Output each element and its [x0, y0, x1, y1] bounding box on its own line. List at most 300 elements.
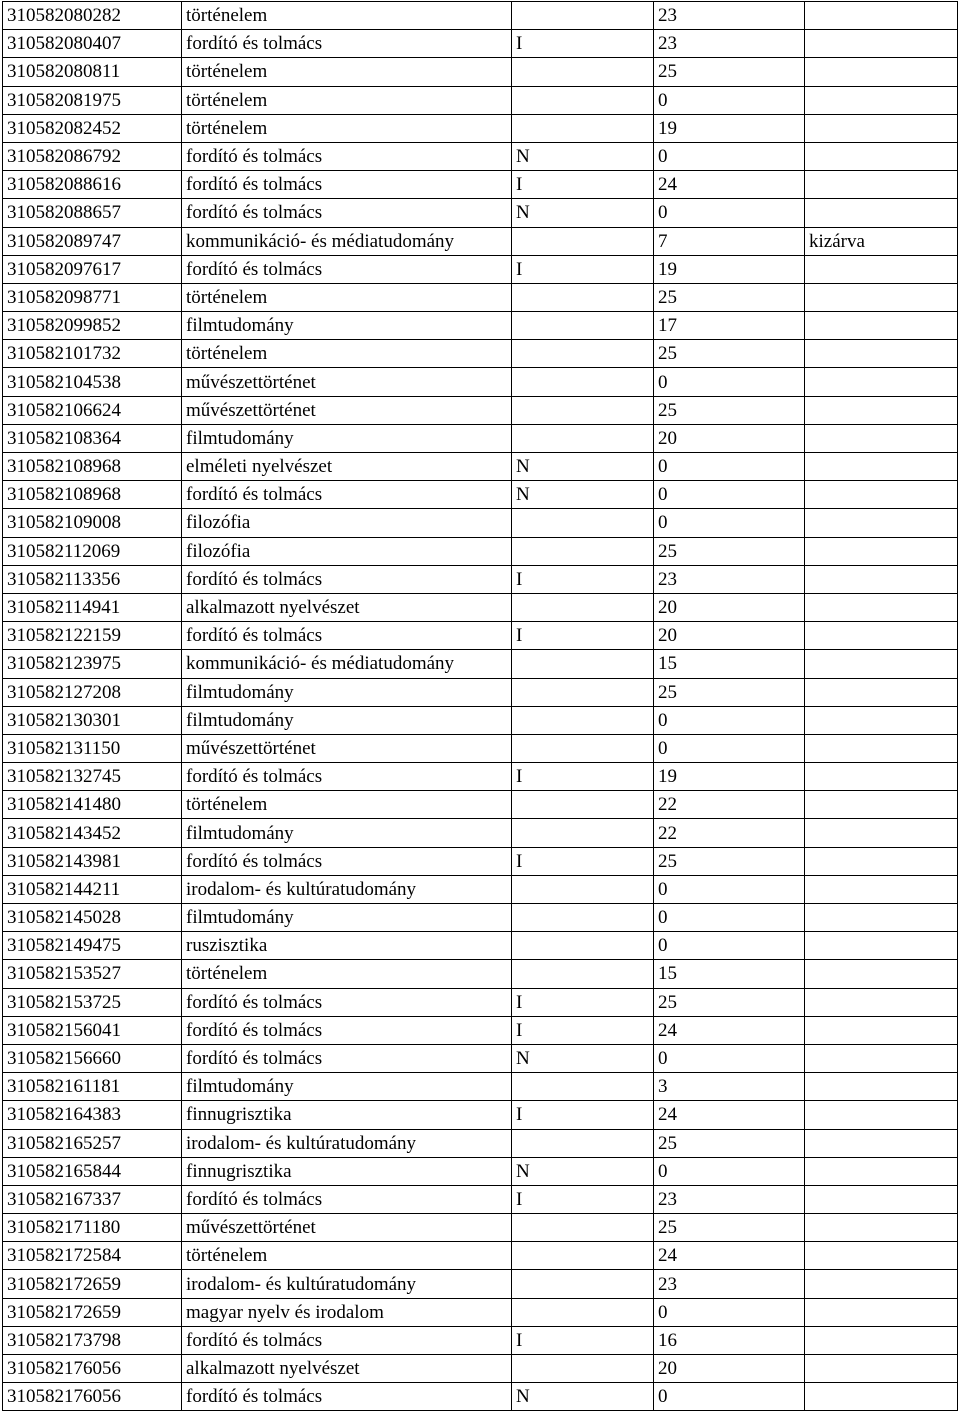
note-cell [805, 2, 958, 30]
subject-cell: irodalom- és kultúratudomány [182, 1270, 512, 1298]
table-row [3, 1044, 958, 1072]
applicant-id-cell: 310582127208 [3, 678, 182, 706]
note-cell [805, 819, 958, 847]
score-cell: 0 [654, 932, 805, 960]
note-cell [805, 1355, 958, 1383]
subject-cell: fordító és tolmács [182, 988, 512, 1016]
flag-cell: I [512, 1101, 654, 1129]
flag-cell [512, 1129, 654, 1157]
subject-cell: történelem [182, 791, 512, 819]
table-row [3, 396, 958, 424]
score-cell: 0 [654, 142, 805, 170]
table-row [3, 481, 958, 509]
note-cell: kizárva [805, 227, 958, 255]
note-cell [805, 1242, 958, 1270]
subject-cell: művészettörténet [182, 396, 512, 424]
note-cell [805, 1129, 958, 1157]
score-cell: 0 [654, 1157, 805, 1185]
table-row [3, 847, 958, 875]
note-cell [805, 1016, 958, 1044]
score-cell: 25 [654, 1214, 805, 1242]
flag-cell: N [512, 1157, 654, 1185]
flag-cell [512, 1214, 654, 1242]
applicant-id-cell: 310582172584 [3, 1242, 182, 1270]
note-cell [805, 424, 958, 452]
note-cell [805, 706, 958, 734]
applicant-id-cell: 310582108968 [3, 453, 182, 481]
table-row [3, 142, 958, 170]
note-cell [805, 199, 958, 227]
flag-cell [512, 312, 654, 340]
table-row [3, 1326, 958, 1354]
note-cell [805, 763, 958, 791]
applicant-id-cell: 310582132745 [3, 763, 182, 791]
table-row [3, 734, 958, 762]
subject-cell: történelem [182, 283, 512, 311]
note-cell [805, 1214, 958, 1242]
applicant-id-cell: 310582131150 [3, 734, 182, 762]
table-row [3, 819, 958, 847]
table-row [3, 368, 958, 396]
flag-cell: I [512, 622, 654, 650]
applicant-id-cell: 310582099852 [3, 312, 182, 340]
applicant-id-cell: 310582153527 [3, 960, 182, 988]
applicant-id-cell: 310582153725 [3, 988, 182, 1016]
score-cell: 23 [654, 2, 805, 30]
table-row [3, 1242, 958, 1270]
score-cell: 24 [654, 1242, 805, 1270]
score-cell: 0 [654, 1044, 805, 1072]
subject-cell: fordító és tolmács [182, 142, 512, 170]
subject-cell: kommunikáció- és médiatudomány [182, 227, 512, 255]
subject-cell: ruszisztika [182, 932, 512, 960]
applicant-id-cell: 310582113356 [3, 565, 182, 593]
note-cell [805, 791, 958, 819]
score-cell: 25 [654, 537, 805, 565]
applicant-id-cell: 310582082452 [3, 114, 182, 142]
note-cell [805, 1383, 958, 1411]
table-row [3, 255, 958, 283]
score-cell: 23 [654, 1270, 805, 1298]
applicant-id-cell: 310582088616 [3, 171, 182, 199]
note-cell [805, 142, 958, 170]
score-cell: 20 [654, 1355, 805, 1383]
score-cell: 23 [654, 1185, 805, 1213]
note-cell [805, 1044, 958, 1072]
applicant-id-cell: 310582172659 [3, 1298, 182, 1326]
applicant-id-cell: 310582164383 [3, 1101, 182, 1129]
score-cell: 0 [654, 1298, 805, 1326]
applicant-id-cell: 310582114941 [3, 593, 182, 621]
subject-cell: alkalmazott nyelvészet [182, 593, 512, 621]
table-row [3, 1016, 958, 1044]
score-cell: 7 [654, 227, 805, 255]
score-cell: 25 [654, 847, 805, 875]
subject-cell: filmtudomány [182, 678, 512, 706]
note-cell [805, 650, 958, 678]
flag-cell: I [512, 1326, 654, 1354]
score-cell: 19 [654, 255, 805, 283]
subject-cell: fordító és tolmács [182, 1326, 512, 1354]
score-cell: 25 [654, 678, 805, 706]
flag-cell [512, 650, 654, 678]
applicant-id-cell: 310582080811 [3, 58, 182, 86]
note-cell [805, 340, 958, 368]
subject-cell: művészettörténet [182, 1214, 512, 1242]
flag-cell: N [512, 142, 654, 170]
flag-cell [512, 227, 654, 255]
flag-cell: N [512, 1383, 654, 1411]
subject-cell: filmtudomány [182, 706, 512, 734]
note-cell [805, 622, 958, 650]
flag-cell [512, 706, 654, 734]
note-cell [805, 396, 958, 424]
table-row [3, 1073, 958, 1101]
applicant-id-cell: 310582108968 [3, 481, 182, 509]
note-cell [805, 847, 958, 875]
note-cell [805, 904, 958, 932]
flag-cell: I [512, 1185, 654, 1213]
applicant-id-cell: 310582088657 [3, 199, 182, 227]
applicant-id-cell: 310582173798 [3, 1326, 182, 1354]
flag-cell [512, 58, 654, 86]
flag-cell: N [512, 453, 654, 481]
subject-cell: fordító és tolmács [182, 847, 512, 875]
table-row [3, 875, 958, 903]
table-row [3, 1355, 958, 1383]
flag-cell [512, 396, 654, 424]
applicant-id-cell: 310582145028 [3, 904, 182, 932]
score-cell: 20 [654, 593, 805, 621]
score-cell: 20 [654, 424, 805, 452]
table-row [3, 904, 958, 932]
subject-cell: filozófia [182, 537, 512, 565]
results-table [2, 1, 958, 1411]
table-row [3, 114, 958, 142]
applicant-id-cell: 310582144211 [3, 875, 182, 903]
subject-cell: fordító és tolmács [182, 1185, 512, 1213]
table-row [3, 312, 958, 340]
flag-cell [512, 593, 654, 621]
table-row [3, 537, 958, 565]
applicant-id-cell: 310582165844 [3, 1157, 182, 1185]
subject-cell: fordító és tolmács [182, 199, 512, 227]
note-cell [805, 171, 958, 199]
score-cell: 22 [654, 791, 805, 819]
subject-cell: történelem [182, 960, 512, 988]
applicant-id-cell: 310582086792 [3, 142, 182, 170]
flag-cell [512, 537, 654, 565]
table-row [3, 1185, 958, 1213]
subject-cell: történelem [182, 58, 512, 86]
score-cell: 19 [654, 114, 805, 142]
subject-cell: irodalom- és kultúratudomány [182, 875, 512, 903]
subject-cell: fordító és tolmács [182, 30, 512, 58]
applicant-id-cell: 310582167337 [3, 1185, 182, 1213]
note-cell [805, 734, 958, 762]
score-cell: 22 [654, 819, 805, 847]
score-cell: 24 [654, 171, 805, 199]
note-cell [805, 1157, 958, 1185]
table-row [3, 1298, 958, 1326]
flag-cell [512, 509, 654, 537]
applicant-id-cell: 310582089747 [3, 227, 182, 255]
table-row [3, 171, 958, 199]
subject-cell: fordító és tolmács [182, 763, 512, 791]
table-row [3, 960, 958, 988]
subject-cell: történelem [182, 2, 512, 30]
flag-cell: I [512, 988, 654, 1016]
applicant-id-cell: 310582122159 [3, 622, 182, 650]
note-cell [805, 875, 958, 903]
subject-cell: finnugrisztika [182, 1101, 512, 1129]
subject-cell: filmtudomány [182, 904, 512, 932]
flag-cell: I [512, 763, 654, 791]
note-cell [805, 312, 958, 340]
subject-cell: filmtudomány [182, 819, 512, 847]
subject-cell: fordító és tolmács [182, 1016, 512, 1044]
flag-cell [512, 368, 654, 396]
note-cell [805, 481, 958, 509]
table-row [3, 58, 958, 86]
flag-cell: N [512, 199, 654, 227]
subject-cell: kommunikáció- és médiatudomány [182, 650, 512, 678]
subject-cell: magyar nyelv és irodalom [182, 1298, 512, 1326]
subject-cell: filmtudomány [182, 424, 512, 452]
score-cell: 0 [654, 706, 805, 734]
score-cell: 25 [654, 340, 805, 368]
results-table-body [3, 2, 958, 1411]
table-row [3, 678, 958, 706]
score-cell: 0 [654, 86, 805, 114]
score-cell: 15 [654, 960, 805, 988]
table-row [3, 30, 958, 58]
note-cell [805, 30, 958, 58]
note-cell [805, 537, 958, 565]
applicant-id-cell: 310582080282 [3, 2, 182, 30]
note-cell [805, 1326, 958, 1354]
note-cell [805, 509, 958, 537]
score-cell: 3 [654, 1073, 805, 1101]
note-cell [805, 593, 958, 621]
subject-cell: filmtudomány [182, 1073, 512, 1101]
applicant-id-cell: 310582108364 [3, 424, 182, 452]
score-cell: 23 [654, 30, 805, 58]
table-row [3, 1214, 958, 1242]
applicant-id-cell: 310582130301 [3, 706, 182, 734]
flag-cell: I [512, 255, 654, 283]
applicant-id-cell: 310582143452 [3, 819, 182, 847]
score-cell: 25 [654, 1129, 805, 1157]
score-cell: 25 [654, 283, 805, 311]
flag-cell: I [512, 30, 654, 58]
flag-cell [512, 791, 654, 819]
note-cell [805, 932, 958, 960]
score-cell: 20 [654, 622, 805, 650]
subject-cell: fordító és tolmács [182, 1383, 512, 1411]
flag-cell [512, 1298, 654, 1326]
flag-cell [512, 114, 654, 142]
flag-cell [512, 819, 654, 847]
note-cell [805, 1298, 958, 1326]
note-cell [805, 368, 958, 396]
score-cell: 0 [654, 199, 805, 227]
applicant-id-cell: 310582112069 [3, 537, 182, 565]
note-cell [805, 960, 958, 988]
note-cell [805, 283, 958, 311]
flag-cell [512, 904, 654, 932]
flag-cell [512, 678, 654, 706]
subject-cell: fordító és tolmács [182, 622, 512, 650]
table-row [3, 565, 958, 593]
flag-cell: I [512, 847, 654, 875]
subject-cell: történelem [182, 1242, 512, 1270]
score-cell: 0 [654, 481, 805, 509]
applicant-id-cell: 310582161181 [3, 1073, 182, 1101]
table-row [3, 199, 958, 227]
subject-cell: finnugrisztika [182, 1157, 512, 1185]
subject-cell: művészettörténet [182, 734, 512, 762]
table-row [3, 1101, 958, 1129]
note-cell [805, 1101, 958, 1129]
score-cell: 19 [654, 763, 805, 791]
subject-cell: fordító és tolmács [182, 481, 512, 509]
score-cell: 17 [654, 312, 805, 340]
table-row [3, 593, 958, 621]
applicant-id-cell: 310582106624 [3, 396, 182, 424]
subject-cell: történelem [182, 114, 512, 142]
score-cell: 23 [654, 565, 805, 593]
table-row [3, 424, 958, 452]
subject-cell: fordító és tolmács [182, 171, 512, 199]
score-cell: 15 [654, 650, 805, 678]
flag-cell [512, 1355, 654, 1383]
flag-cell [512, 960, 654, 988]
flag-cell [512, 734, 654, 762]
note-cell [805, 1270, 958, 1298]
flag-cell: N [512, 481, 654, 509]
table-row [3, 706, 958, 734]
applicant-id-cell: 310582081975 [3, 86, 182, 114]
score-cell: 25 [654, 58, 805, 86]
table-row [3, 86, 958, 114]
flag-cell [512, 2, 654, 30]
note-cell [805, 58, 958, 86]
score-cell: 25 [654, 396, 805, 424]
applicant-id-cell: 310582123975 [3, 650, 182, 678]
score-cell: 0 [654, 904, 805, 932]
note-cell [805, 678, 958, 706]
applicant-id-cell: 310582101732 [3, 340, 182, 368]
note-cell [805, 1185, 958, 1213]
note-cell [805, 255, 958, 283]
table-row [3, 453, 958, 481]
applicant-id-cell: 310582156041 [3, 1016, 182, 1044]
flag-cell: N [512, 1044, 654, 1072]
applicant-id-cell: 310582098771 [3, 283, 182, 311]
flag-cell [512, 875, 654, 903]
subject-cell: alkalmazott nyelvészet [182, 1355, 512, 1383]
score-cell: 0 [654, 509, 805, 537]
flag-cell [512, 1242, 654, 1270]
flag-cell: I [512, 565, 654, 593]
flag-cell [512, 932, 654, 960]
table-row [3, 1157, 958, 1185]
applicant-id-cell: 310582171180 [3, 1214, 182, 1242]
table-row [3, 1129, 958, 1157]
score-cell: 0 [654, 875, 805, 903]
note-cell [805, 453, 958, 481]
subject-cell: történelem [182, 86, 512, 114]
applicant-id-cell: 310582080407 [3, 30, 182, 58]
table-row [3, 227, 958, 255]
flag-cell: I [512, 171, 654, 199]
table-row [3, 763, 958, 791]
note-cell [805, 1073, 958, 1101]
applicant-id-cell: 310582165257 [3, 1129, 182, 1157]
flag-cell [512, 340, 654, 368]
applicant-id-cell: 310582176056 [3, 1383, 182, 1411]
applicant-id-cell: 310582141480 [3, 791, 182, 819]
applicant-id-cell: 310582156660 [3, 1044, 182, 1072]
subject-cell: fordító és tolmács [182, 565, 512, 593]
flag-cell [512, 1073, 654, 1101]
note-cell [805, 565, 958, 593]
score-cell: 0 [654, 368, 805, 396]
applicant-id-cell: 310582109008 [3, 509, 182, 537]
subject-cell: filozófia [182, 509, 512, 537]
note-cell [805, 988, 958, 1016]
table-row [3, 509, 958, 537]
subject-cell: filmtudomány [182, 312, 512, 340]
flag-cell [512, 86, 654, 114]
table-row [3, 283, 958, 311]
table-row [3, 932, 958, 960]
applicant-id-cell: 310582143981 [3, 847, 182, 875]
score-cell: 24 [654, 1101, 805, 1129]
table-row [3, 1383, 958, 1411]
table-row [3, 791, 958, 819]
table-row [3, 988, 958, 1016]
table-row [3, 650, 958, 678]
table-row [3, 2, 958, 30]
flag-cell [512, 283, 654, 311]
note-cell [805, 86, 958, 114]
note-cell [805, 114, 958, 142]
score-cell: 25 [654, 988, 805, 1016]
applicant-id-cell: 310582172659 [3, 1270, 182, 1298]
table-row [3, 1270, 958, 1298]
flag-cell [512, 424, 654, 452]
subject-cell: történelem [182, 340, 512, 368]
subject-cell: fordító és tolmács [182, 255, 512, 283]
subject-cell: irodalom- és kultúratudomány [182, 1129, 512, 1157]
applicant-id-cell: 310582176056 [3, 1355, 182, 1383]
subject-cell: elméleti nyelvészet [182, 453, 512, 481]
subject-cell: művészettörténet [182, 368, 512, 396]
flag-cell: I [512, 1016, 654, 1044]
score-cell: 0 [654, 734, 805, 762]
score-cell: 0 [654, 1383, 805, 1411]
score-cell: 0 [654, 453, 805, 481]
applicant-id-cell: 310582149475 [3, 932, 182, 960]
applicant-id-cell: 310582097617 [3, 255, 182, 283]
subject-cell: fordító és tolmács [182, 1044, 512, 1072]
table-row [3, 340, 958, 368]
score-cell: 24 [654, 1016, 805, 1044]
table-row [3, 622, 958, 650]
score-cell: 16 [654, 1326, 805, 1354]
